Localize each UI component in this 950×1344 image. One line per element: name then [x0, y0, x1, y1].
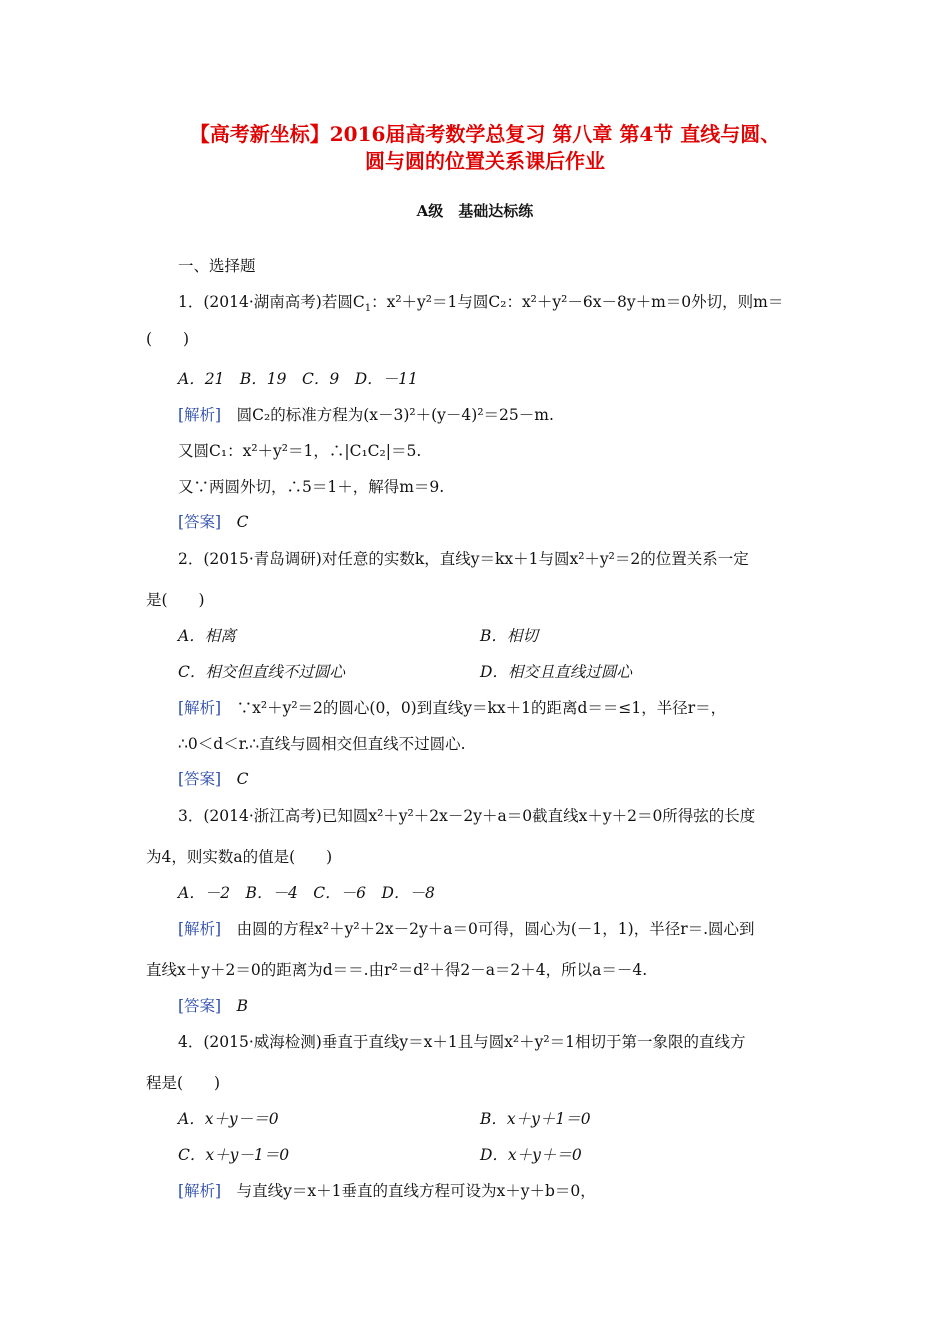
q1-stem-prefix: 1．(2014·湖南高考)若圆C	[178, 293, 365, 311]
q1-analysis-line-3: 又∵两圆外切，∴5＝1＋，解得m＝9.	[178, 478, 445, 496]
analysis-label: [解析]	[178, 920, 222, 938]
q1-stem-rest: ：x²＋y²＝1与圆C₂：x²＋y²－6x－8y＋m＝0外切，则m＝	[371, 293, 784, 311]
q2-answer-line	[178, 769, 249, 789]
q4-analysis-text-1: 与直线y＝x＋1垂直的直线方程可设为x＋y＋b＝0，	[236, 1182, 596, 1200]
q2-option-a: A．相离	[178, 627, 236, 645]
q1-analysis-text-1: 圆C₂的标准方程为(x－3)²＋(y－4)²＝25－m.	[236, 406, 554, 424]
q3-analysis-text-1: 由圆的方程x²＋y²＋2x－2y＋a＝0可得，圆心为(－1，1)，半径r＝.圆心到	[236, 920, 755, 938]
q1-options: A．21 B．19 C．9 D．－11	[178, 370, 418, 388]
document-title-line-1: 【高考新坐标】2016届高考数学总复习 第八章 第4节 直线与圆、	[189, 122, 781, 146]
q2-analysis-text-1: ∵x²＋y²＝2的圆心(0，0)到直线y＝kx＋1的距离d＝＝≤1，半径r＝，	[236, 699, 727, 717]
q1-analysis-line-2: 又圆C₁：x²＋y²＝1，∴|C₁C₂|＝5.	[178, 442, 422, 460]
analysis-label: [解析]	[178, 699, 222, 717]
q1-stem-line-2: ( )	[146, 330, 190, 348]
level-subtitle: A级 基础达标练	[416, 202, 534, 220]
answer-label: [答案]	[178, 997, 222, 1015]
document-title-line-2: 圆与圆的位置关系课后作业	[365, 149, 605, 173]
q3-answer: B	[236, 997, 249, 1015]
q2-stem-line-1: 2．(2015·青岛调研)对任意的实数k，直线y＝kx＋1与圆x²＋y²＝2的位置关系一定	[178, 550, 749, 568]
q3-answer-line	[178, 996, 248, 1016]
q3-options: A．－2 B．－4 C．－6 D．－8	[178, 884, 435, 902]
q2-analysis-line-1	[178, 698, 726, 718]
answer-label: [答案]	[178, 513, 222, 531]
q3-analysis-line-1	[178, 919, 755, 939]
analysis-label: [解析]	[178, 406, 222, 424]
q3-analysis-line-2: 直线x＋y＋2＝0的距离为d＝＝.由r²＝d²＋得2－a＝2＋4，所以a＝－4.	[146, 961, 648, 979]
q4-option-d: D．x＋y＋＝0	[480, 1146, 582, 1164]
q3-stem-line-2: 为4，则实数a的值是( )	[146, 848, 333, 866]
analysis-label: [解析]	[178, 1182, 222, 1200]
section-heading: 一、选择题	[178, 257, 256, 275]
q4-stem-line-1: 4．(2015·威海检测)垂直于直线y＝x＋1且与圆x²＋y²＝1相切于第一象限的直线方	[178, 1033, 746, 1051]
q4-analysis-line-1	[178, 1181, 596, 1201]
q2-analysis-line-2: ∴0＜d＜r.∴直线与圆相交但直线不过圆心.	[178, 735, 466, 753]
q3-stem-line-1: 3．(2014·浙江高考)已知圆x²＋y²＋2x－2y＋a＝0截直线x＋y＋2＝0所得弦的长度	[178, 807, 756, 825]
q4-option-a: A．x＋y－＝0	[178, 1110, 279, 1128]
q4-option-b: B．x＋y＋1＝0	[480, 1110, 591, 1128]
q2-option-b: B．相切	[480, 627, 538, 645]
q1-stem-line-1: 1．(2014·湖南高考)若圆$C_1$：x²＋y²＝1与圆C₂：x²＋y²－6x－8y＋m＝0外切，则m＝	[178, 293, 784, 315]
q4-stem-line-2: 程是( )	[146, 1074, 221, 1092]
q2-answer: C	[236, 770, 249, 788]
q2-stem-line-2: 是( )	[146, 591, 205, 609]
q2-option-c: C．相交但直线不过圆心	[178, 663, 345, 681]
q2-option-d: D．相交且直线过圆心	[480, 663, 632, 681]
q4-option-c: C．x＋y－1＝0	[178, 1146, 290, 1164]
answer-label: [答案]	[178, 770, 222, 788]
q1-answer-line	[178, 512, 249, 532]
q1-answer: C	[236, 513, 249, 531]
q1-analysis-line-1	[178, 405, 554, 425]
